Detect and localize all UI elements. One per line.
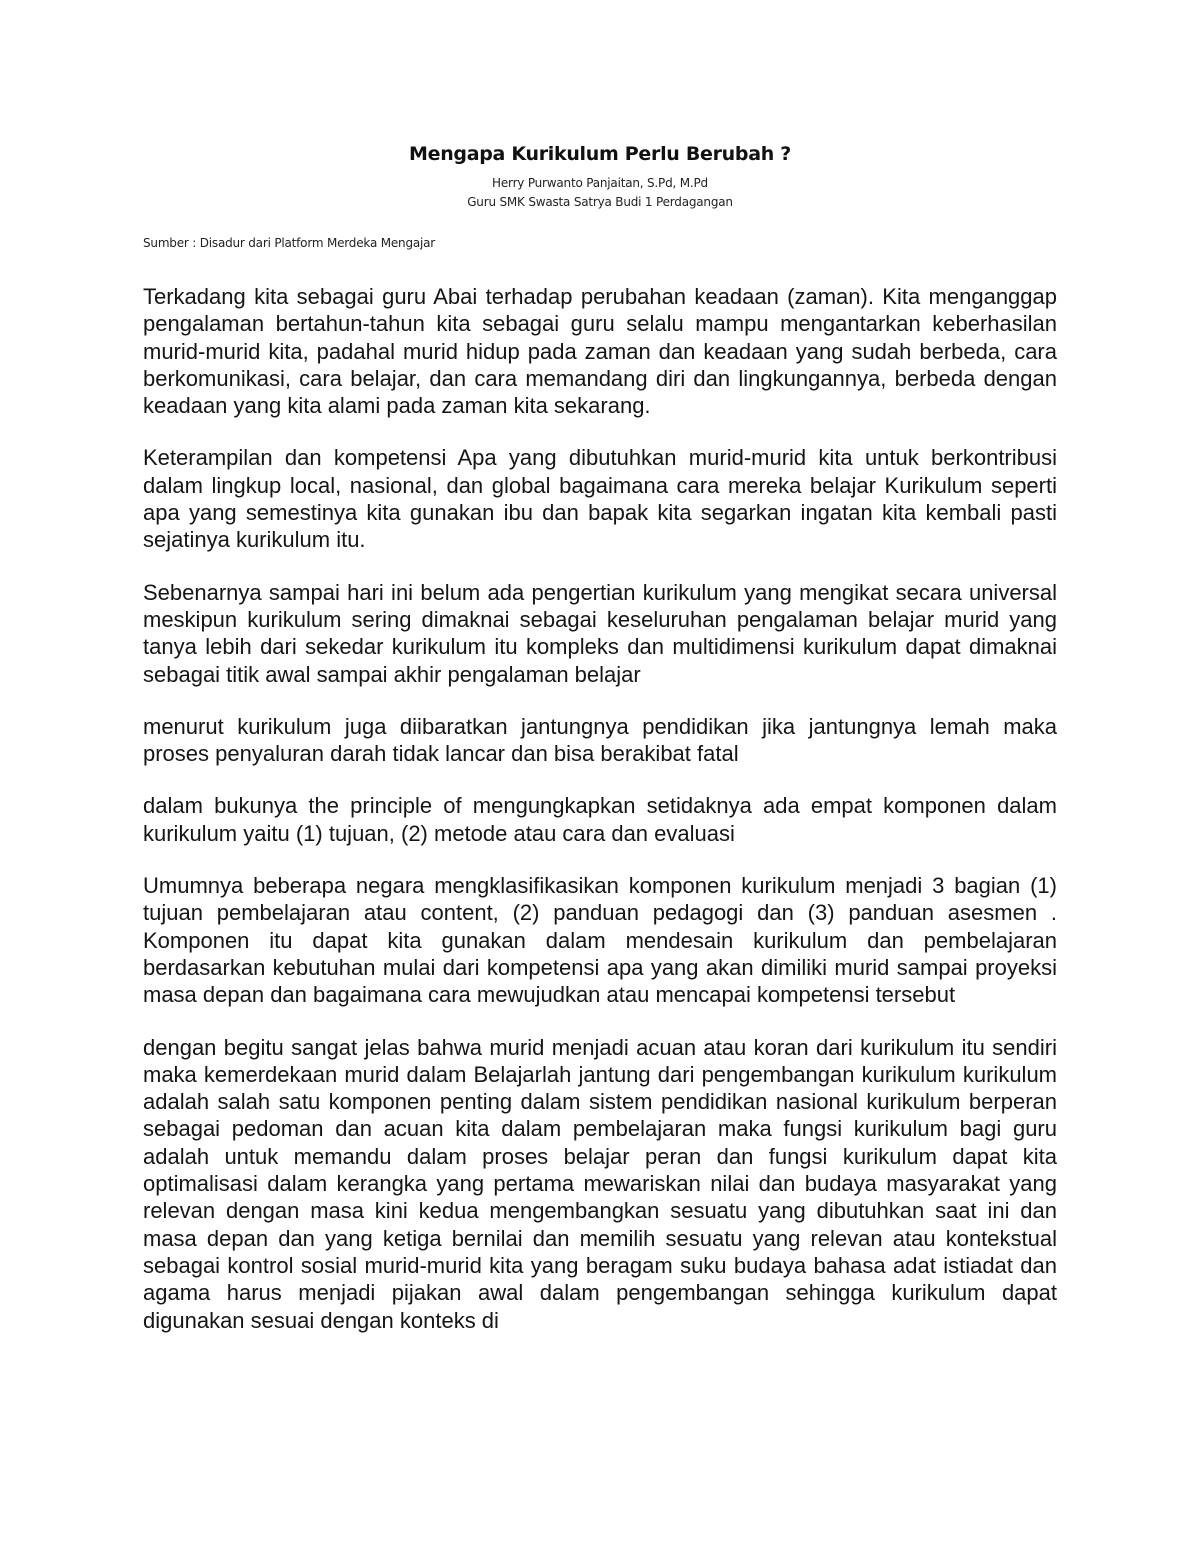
paragraph-3: Sebenarnya sampai hari ini belum ada pengertian kurikulum yang mengikat secara universal meskipun kurikulum sering dimaknai sebagai keseluruhan pengalaman belajar murid yang tanya lebih dari sekedar kurikulum itu kompleks dan multidimensi kurikulum dapat dimaknai sebagai titik awal sampai akhir pengalaman belajar — [143, 579, 1057, 687]
paragraph-1: Terkadang kita sebagai guru Abai terhadap perubahan keadaan (zaman). Kita menganggap pengalaman bertahun-tahun kita sebagai guru selalu mampu mengantarkan keberhasilan murid-murid kita, padahal murid hidup pada zaman dan keadaan yang sudah berbeda, cara berkomunikasi, cara belajar, dan cara memandang diri dan lingkungannya, berbeda dengan keadaan yang kita alami pada zaman kita sekarang. — [143, 284, 1057, 419]
affiliation-line: Guru SMK Swasta Satrya Budi 1 Perdagangan — [467, 195, 733, 209]
document-body — [143, 283, 1057, 1334]
source-line: Sumber : Disadur dari Platform Merdeka Mengajar — [143, 236, 436, 250]
document-title: Mengapa Kurikulum Perlu Berubah ? — [409, 143, 791, 165]
author-line: Herry Purwanto Panjaitan, S.Pd, M.Pd — [492, 176, 708, 190]
paragraph-7: dengan begitu sangat jelas bahwa murid menjadi acuan atau koran dari kurikulum itu sendiri maka kemerdekaan murid dalam Belajarlah jantung dari pengembangan kurikulum kurikulum adalah salah satu komponen penting dalam sistem pendidikan nasional kurikulum berperan sebagai pedoman dan acuan kita dalam pembelajaran maka fungsi kurikulum bagi guru adalah untuk memandu dalam proses belajar peran dan fungsi kurikulum dapat kita optimalisasi dalam kerangka yang pertama mewariskan nilai dan budaya masyarakat yang relevan dengan masa kini kedua mengembangkan sesuatu yang dibutuhkan saat ini dan masa depan dan yang ketiga bernilai dan memilih sesuatu yang relevan atau kontekstual sebagai kontrol sosial murid-murid kita yang beragam suku budaya bahasa adat istiadat dan agama harus menjadi pijakan awal dalam pengembangan sehingga kurikulum dapat digunakan sesuai dengan konteks di — [143, 1034, 1057, 1333]
paragraph-5: dalam bukunya the principle of mengungkapkan setidaknya ada empat komponen dalam kurikulum yaitu (1) tujuan, (2) metode atau cara dan evaluasi — [143, 793, 1057, 846]
paragraph-4: menurut kurikulum juga diibaratkan jantungnya pendidikan jika jantungnya lemah maka proses penyaluran darah tidak lancar dan bisa berakibat fatal — [143, 713, 1057, 767]
paragraph-2: Keterampilan dan kompetensi Apa yang dibutuhkan murid-murid kita untuk berkontribusi dalam lingkup local, nasional, dan global bagaimana cara mereka belajar Kurikulum seperti apa yang semestinya kita gunakan ibu dan bapak kita segarkan ingatan kita kembali pasti sejatinya kurikulum itu. — [143, 445, 1057, 553]
paragraph-6: Umumnya beberapa negara mengklasifikasikan komponen kurikulum menjadi 3 bagian (1) tujuan pembelajaran atau content, (2) panduan pedagogi dan (3) panduan asesmen . Komponen itu dapat kita gunakan dalam mendesain kurikulum dan pembelajaran berdasarkan kebutuhan mulai dari kompetensi apa yang akan dimiliki murid sampai proyeksi masa depan dan bagaimana cara mewujudkan atau mencapai kompetensi tersebut — [143, 873, 1057, 1008]
